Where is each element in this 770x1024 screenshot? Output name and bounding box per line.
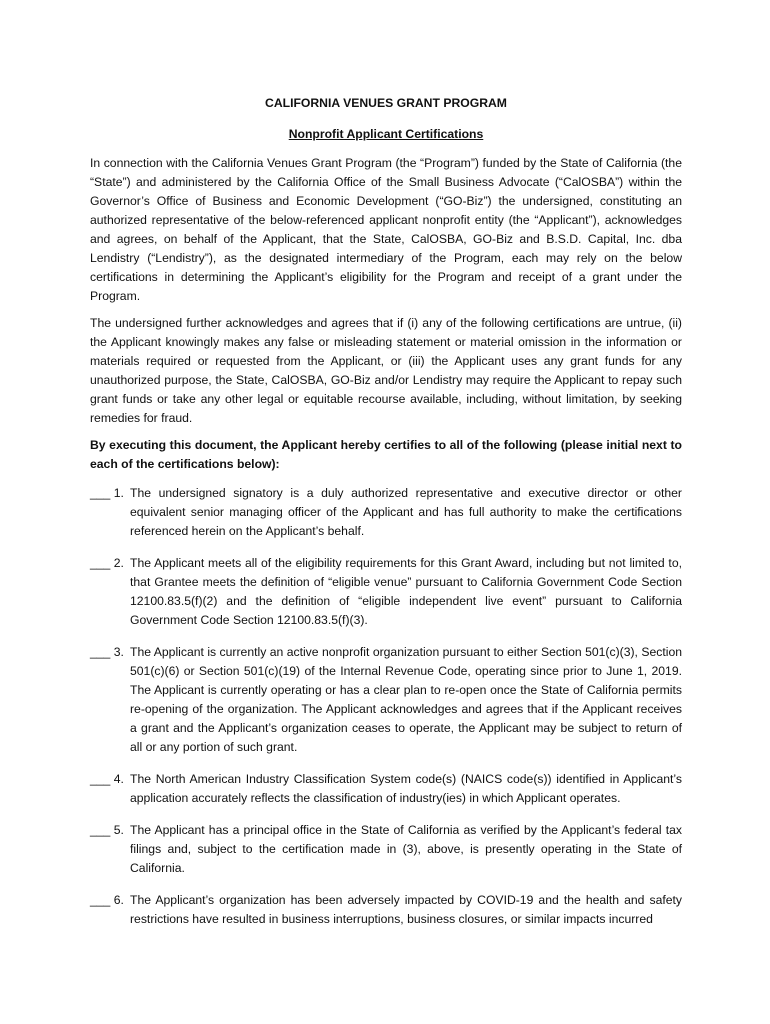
certification-text-2: The Applicant meets all of the eligibility requirements for this Grant Award, including but not limited to, that Grantee meets the definition of “eligible venue” pursuant to California Government Code Section 12100.83.5(f)(2) and the definition of “eligible independent live event” pursuant to California Government Code Section 12100.83.5(f)(3). [130,556,682,627]
certification-item-5 [90,821,682,878]
acknowledgement-paragraph: The undersigned further acknowledges and agrees that if (i) any of the following certifications are untrue, (ii) the Applicant knowingly makes any false or misleading statement or material omission in the information or materials required or requested from the Applicant, or (iii) the Applicant uses any grant funds for any unauthorized purpose, the State, CalOSBA, GO-Biz and/or Lendistry may require the Applicant to repay such grant funds or take any other legal or equitable recourse available, including, without limitation, by seeking remedies for fraud. [90,316,682,425]
certification-text-4: The North American Industry Classification System code(s) (NAICS code(s)) identified in Applicant’s application accurately reflects the classification of industry(ies) in which Applicant operates. [130,772,682,805]
document-title: CALIFORNIA VENUES GRANT PROGRAM [265,96,507,110]
certification-item-2 [90,554,682,630]
certification-text-1: The undersigned signatory is a duly authorized representative and executive director or other equivalent senior managing officer of the Applicant and has full authority to make the certifications referenced herein on the Applicant’s behalf. [130,486,682,538]
initial-blank-3[interactable]: ___ 3. [90,645,124,659]
certification-text-3: The Applicant is currently an active nonprofit organization pursuant to either Section 501(c)(3), Section 501(c)(6) or Section 501(c)(19) of the Internal Revenue Code, operating since prior to June 1, 2019. The Applicant is currently operating or has a clear plan to re-open once the State of California permits re-opening of the organization. The Applicant acknowledges and agrees that if the Applicant receives a grant and the Applicant’s organization ceases to operate, the Applicant may be subject to return of all or any portion of such grant. [130,645,682,754]
certification-item-4 [90,770,682,808]
initial-blank-4[interactable]: ___ 4. [90,772,124,786]
document-subtitle: Nonprofit Applicant Certifications [288,127,484,141]
initial-blank-2[interactable]: ___ 2. [90,556,124,570]
certification-item-3 [90,643,682,757]
certification-text-5: The Applicant has a principal office in the State of California as verified by the Applicant’s federal tax filings and, subject to the certification made in (3), above, is presently operating in the State of California. [130,823,682,875]
certification-item-6 [90,891,682,929]
certification-statement: By executing this document, the Applicant hereby certifies to all of the following (please initial next to each of the certifications below): [90,438,682,471]
certification-text-6: The Applicant’s organization has been adversely impacted by COVID-19 and the health and safety restrictions have resulted in business interruptions, business closures, or similar impacts incurred [130,893,682,926]
certification-item-1 [90,484,682,541]
intro-paragraph: In connection with the California Venues Grant Program (the “Program”) funded by the State of California (the “State”) and administered by the California Office of the Small Business Advocate (“CalOSBA”) within the Governor’s Office of Business and Economic Development (“GO-Biz”) the undersigned, constituting an authorized representative of the below-referenced applicant nonprofit entity (the “Applicant”), acknowledges and agrees, on behalf of the Applicant, that the State, CalOSBA, GO-Biz and B.S.D. Capital, Inc. dba Lendistry (“Lendistry”), as the designated intermediary of the Program, each may rely on the below certifications in determining the Applicant’s eligibility for the Program and receipt of a grant under the Program. [90,156,682,303]
initial-blank-1[interactable]: ___ 1. [90,486,124,500]
initial-blank-5[interactable]: ___ 5. [90,823,124,837]
initial-blank-6[interactable]: ___ 6. [90,893,124,907]
